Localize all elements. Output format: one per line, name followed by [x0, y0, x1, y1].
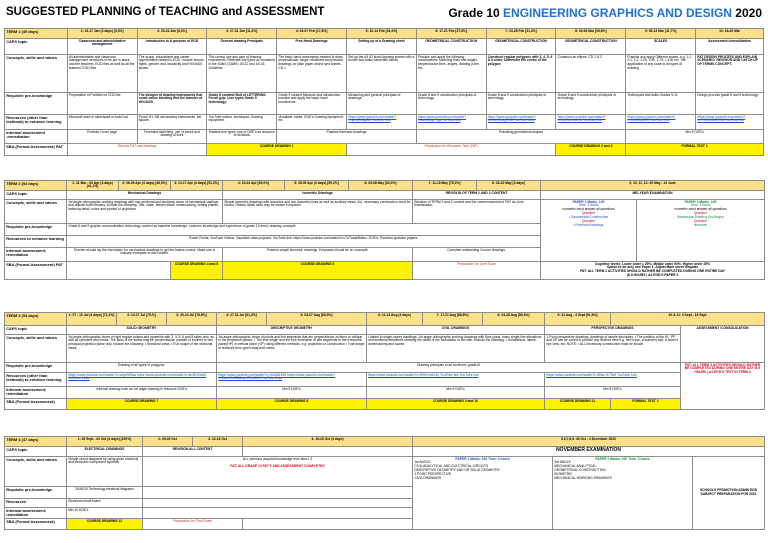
caps-cell: GEOMETRICAL CONSTRUCTION [416, 39, 486, 55]
caps-cell: SCALES [626, 39, 696, 55]
concept-cell: 1-Point perspective drawings, drawings of simple structures. • The position of the HL, PP and SP can be varied to provide any desired view e.g. bird's eye, a mature's eye, a worm's eye view, etc. NOTE: • ALL necessary construction must be shown. [545, 335, 681, 363]
resource-link[interactable]: https://www.youtube.com/watch?v=yuxjRMkgBfk YouTube link [346, 115, 416, 130]
exam-topic: • Freehand drawings [573, 222, 604, 227]
resource-link[interactable]: https://www.youtube.com/watch?v=lBtxLzKTNM YouTube Link [545, 373, 681, 387]
week-cell: 3: 20-24 Jul [78,8%] [167, 313, 217, 326]
term3-table [4, 312, 765, 410]
resource-cell: Pencil 2H, HB set drawing instruments, set square. [137, 115, 207, 130]
term1-resources-row [5, 115, 764, 130]
week-cell: 5: 28-30 Apr (3 days) [59,2%] [285, 181, 349, 191]
resource-cell: Power Points, YouTube Videos, Visualizer data projector. YouTube link: https://www.youtube.com/watch?v=TU7csaMMkcc: DOE's: Previous question papers. [67, 236, 541, 248]
sba-cell: COURSE DRAWING 9 and 10 [367, 399, 545, 410]
week-cell: 4: 19-23 Oct (4 days) [243, 437, 413, 447]
resource-empty [143, 499, 413, 508]
caps-cell: GEOMETRICAL CONSTRUCTION [486, 39, 556, 55]
caps-cell: PERSPECTIVE DRAWINGS [545, 326, 681, 335]
exam-topic: 3rd ANGLE [554, 460, 571, 465]
informal-cell: Practice simple isometric drawings. Emphasis should be on concepts. [223, 248, 413, 262]
informal-cell: Min 10 DOE's [67, 508, 143, 519]
resource-link[interactable]: https://www.youtube.com/watch?v=hUiA5ZMM https://www.youtube.com/watch?v=2WeOMNf6&list=RDioDXd YouTube links [217, 373, 367, 387]
caps-cell: CIVIL DRAWINGS [367, 326, 545, 335]
week-cell: 4: 03-07 Feb [17,8%] [277, 29, 347, 39]
row-label: Resources [5, 499, 67, 508]
year-label: 2020 [731, 6, 762, 20]
exam-question: Question [693, 211, 708, 216]
row-label: CAPS topic [5, 447, 67, 457]
resource-link[interactable]: https://www.youtube.com/watch?v=mlLTwmNcx0s YouTube link [556, 115, 626, 130]
sba-empty [67, 262, 171, 280]
concept-cell: Simple isometric drawings with isometric and non-isometric lines as well as auxiliary views. ALL necessary construction must be shown. Hidden detail must only be shown if required. [223, 200, 413, 224]
week-cell: 1: 15-17 Jan (3 days) [3,3%] [67, 29, 137, 39]
prereq-cell: The designs of drawing instruments that could cause bleeding and the transfer of HIV/AIDS [137, 93, 207, 115]
caps-cell: MID-YEAR EXAMINATION [541, 191, 765, 200]
sba-cell: FORMAL TEST 1 [626, 144, 764, 156]
resource-link[interactable]: https://www.youtube.com/watch?v=YGOc61bCEOA YouTube link [696, 115, 764, 130]
prereq-cell: Drawing principals of all content in grade10 [217, 363, 681, 373]
exam-paper1-title: PAPER 1 Marks: 100 [572, 199, 605, 204]
week-cell: 6: 17-21 Feb [27,8%] [416, 29, 486, 39]
week-cell: 9: 31 Aug - 4 Sept [91,9%] [545, 313, 611, 326]
exam-topic: CIVIL DRAWINGS [414, 475, 442, 480]
sba-empty [243, 519, 413, 530]
term2-table [4, 180, 765, 280]
informal-cell: Complete outstanding Course drawings. [413, 248, 541, 262]
caps-cell: NOVEMBER EXAMINATION [413, 447, 765, 457]
week-cell: 7: 17-21 Aug [86,8%] [423, 313, 483, 326]
caps-empty [243, 447, 413, 457]
exam-topic: ISOMETRIC [554, 472, 573, 477]
option-note: Option to do only one Paper 1. Adjust Mark sheet template [606, 265, 699, 270]
exam-paper2-note: Isometric must answer all questions [674, 207, 727, 212]
sba-cell: COURSE DRAWING 1 [207, 144, 347, 156]
term1-label: TERM 1 (49 days) [5, 29, 68, 39]
week-cell: 1: 31 Mar - 03 Apr (4 days) [41,1%] [67, 181, 119, 191]
sba-cell: FORMAL TEST 2 [611, 399, 681, 410]
cognitive-levels: Cognitive levels: Lower order = 25%; Middle order 50%; Higher order 25% [594, 261, 711, 266]
concept-cell: The scope, educational and career opportunities related to EGD. Include human rights, gender, and inclusivity and HIV/AIDS issues. [137, 55, 207, 93]
term4-week-row [5, 437, 765, 447]
week-cell: 3: 14-17 Apr (4 days) [51,2%] [171, 181, 223, 191]
exam-question: Question [581, 211, 596, 216]
concept-cell: 1st angle orthographic views of points and line segments that are perpendicular, inclined or oblique to the projection planes. • The true length and the true inclination of line segments to the horizontal plane(HP) or vertical plane (VP) using different methods, e.g. projection or construction • True shape of surfaces from given edge/end views. [217, 335, 367, 363]
exam-paper2-cell [637, 200, 765, 262]
caps-cell: Assessment /consolidation [696, 39, 764, 55]
pat-note: PAT: ALL GRADE 10 PAT'S AND ASSESSMENT COMPLETED [230, 464, 325, 469]
row-label: Resources to enhance learning [5, 236, 67, 248]
exam-topic: DESCRIPTIVE GEOMETRY AND OR SOLID GEOMETRY [414, 468, 500, 473]
prereq-cell: Design process grade 8 and 9 technology. [696, 93, 764, 115]
row-label: CAPS topic [5, 326, 67, 335]
caps-cell: GEOMETRICAL CONSTRUCTION [556, 39, 626, 55]
exam-topic: GEOMETRICAL CONSTRUCTION [554, 468, 606, 473]
concept-cell: Simple circuit diagrams by using given electrical and electronic component symbols. [67, 457, 143, 487]
concept-cell: PAT DESIGN PROCESS AND EXPLAIN SCENARIO. REVISION AND CATCH UP OF TERMS CONCEPT. [696, 55, 764, 93]
resource-cell: Visualizer, tablet, DOE's Drawing equipment, etc [277, 115, 347, 130]
informal-cell: Min 8 DOE's [545, 387, 681, 399]
sba-cell: Preparation for Final Exam [143, 519, 243, 530]
sba-cell: Preparation for June Exam [413, 262, 541, 280]
term1-concepts-row [5, 55, 764, 93]
concept-text: ALL previous acquired knowledge from term1-3 [242, 456, 313, 461]
prereq-cell: Grade 8 and 9 construction principals of technology. [556, 93, 626, 115]
week-cell: 4: 27-31 Jul [81,2%] [217, 313, 267, 326]
concept-cell: Practice and apply Different scales, e.g. 1:1, 2:1, 1:2, 1:25, 1:50, 1:75, 1:100 etc. The application of any scale to all types of drawing [626, 55, 696, 93]
term1-prereq-row [5, 93, 764, 115]
week-cell: 6: 05-08 May [63,0%] [349, 181, 413, 191]
page-subtitle [448, 6, 762, 20]
row-label: Informal assessment ;remediation [5, 130, 68, 144]
term1-sba-row [5, 144, 764, 156]
prereq-cell: Grade 8 and 9 construction principals of technology. [486, 93, 556, 115]
concept-cell: Set-up the A4 A3 sized drawing sheets with a border and basic name/title blocks [346, 55, 416, 93]
sba-cell: COURSE DRAWING 7 [67, 399, 217, 410]
sba-cell: COURSE DRAWING 4 and 5 [171, 262, 223, 280]
caps-cell: Introduction to & purpose of EGD [137, 39, 207, 55]
week-cell: 2: 06-09 Apr (4 days) [46,3%] [119, 181, 171, 191]
resource-link[interactable]: https://www.youtube.com/watch?v=ungnMMsa https://www.youtube.com/watch?v=IsvRZZwfd2 YouTube Links [67, 373, 217, 387]
sba-cell: COURSE DRAWING 12 [67, 519, 143, 530]
row-label: SBA (Formal Assessment) [5, 519, 67, 530]
term4-concepts-row [5, 457, 765, 487]
row-label: Concepts, skills and values [5, 200, 67, 224]
caps-cell: ELECTRICAL DRAWINGS [67, 447, 143, 457]
week-cell: 2: 13-17 Jul [75,%] [117, 313, 167, 326]
week-cell: 2: 20-24 Jan [8,3%] [137, 29, 207, 39]
sba-cell: COURSE DRAWING 2 and 3 [556, 144, 626, 156]
prereq-cell: Preparation of Portfolio for EGD file [67, 93, 137, 115]
exam-paper1-note: Isometric must answer all questions [562, 207, 615, 212]
term1-caps-row [5, 39, 764, 55]
concept-cell: The basic hand movements needed to draw perpendicular, single. Multiview and pictorial drawings on plain paper and/or grid sheets. CD 1 [277, 55, 347, 93]
prereq-cell: Grade 8 content/ Bolt of LETTERING. Pencil grip. Line types Grade 9 technology. [207, 93, 277, 115]
caps-cell: REVISION ALL CONTENT [143, 447, 243, 457]
term1-table [4, 28, 764, 156]
row-label: Requisite pre-knowledge [5, 93, 68, 115]
pat-note: PAT: ALL TERM 2 ACTIVITIES SHOULD RATHER BE COMPLETED DURING ONE ENTIRE DAY [580, 269, 725, 274]
week-cell: 4: 20-24 Apr [55,9%] [223, 181, 285, 191]
week-cell: 1: 29 Sept - 02 Oct (4 days) [100%] [67, 437, 143, 447]
row-label: Resources (other than textbook) to enhance learning [5, 115, 68, 130]
week-cell: 7: 11-15 May [75,2%] [413, 181, 477, 191]
exam-topic: MECHANICAL WORKING DRAWINGS [554, 475, 612, 480]
exam-paper2-cell [553, 457, 693, 530]
informal-cell: Practice freehand drawings [277, 130, 417, 144]
row-label: Requisite pre-knowledge [5, 487, 67, 499]
term3-prereq-row [5, 363, 765, 373]
prereq-cell: Drawing of all types of polygons. [67, 363, 217, 373]
exam-summary-cell [541, 262, 765, 280]
informal-cell: Min 5 DOE's [217, 387, 367, 399]
exam-topic: 1st ANGLE [414, 460, 431, 465]
row-label: SBA (Formal Assessment) PAT [5, 262, 67, 280]
week-cell: 8: 18-22 May [4 days] [477, 181, 541, 191]
term1-week-row [5, 29, 764, 39]
exam-topic: CIVIL ANALYTICAL AND ELECTRICAL CIRCUITS [414, 464, 489, 469]
concept-cell: Construct regular polygons with 3, 4, 5, 6 & 8 sides. Determine the centre of the polygon [486, 55, 556, 93]
informal-cell: Practice line types, use of DOE's as resource or textbook [207, 130, 277, 144]
week-cell: 3: 27-31 Jan [11,3%] [207, 29, 277, 39]
term3-week-row [5, 313, 765, 326]
prereq-cell: SANS10 Technology electrical diagrams [67, 487, 143, 499]
concept-cell: Practice and apply the following constructions: bisecting lines and angles, perpendicular lines, angles, dividing a line, etc. [416, 55, 486, 93]
row-label: Concepts, skills and values [5, 335, 67, 363]
concept-cell: Limited to single-storey dwellings. 1st angle orthographic working drawings with floor plans, basic single-line elevations and sectional elevations showing the detail of the foundation to the slab. Include the following: • Annotations, labels, dimensioning and scales [367, 335, 545, 363]
exam-paper2-time: Time: 3 Hours [690, 203, 711, 208]
week-cell: 8: 24-28 Aug [89,3%] [483, 313, 545, 326]
week-cell: 5,6,7,8,9: 26 Oct - 4 December 2020 [413, 437, 765, 447]
sba-cell: Discuss PAT and drawings [67, 144, 207, 156]
resource-cell: Electrical circuit board [67, 499, 143, 508]
caps-cell: REVISION OF TERM 1 AND 2 CONTENT [413, 191, 541, 200]
week-cell: 9: 09-13 Mar [41,7%] [626, 29, 696, 39]
row-label: Requisite pre-knowledge [5, 363, 67, 373]
resource-link[interactable]: https://www.youtube.com/watch?v=lavBIUgeYgg YouTube link [416, 115, 486, 130]
term3-sba-row [5, 399, 765, 410]
informal-cell: Teacher should lay the foundation for mechanical drawings to get the basics correct. Make use of industry examples to link content. [67, 248, 223, 262]
concept-cell: Revision of TERM 1 and 2 content and the commencement of PAT as June Examination [413, 200, 541, 224]
caps-cell: Setting up of a Drawing sheet [346, 39, 416, 55]
term2-sba-row [5, 262, 765, 280]
prereq-cell: Grade 9 content Measure and introduction, practice and apply the basic hand movements [277, 93, 347, 115]
informal-cell: Practicing geometrical shapes [416, 130, 625, 144]
caps-cell: General drawing Principals [207, 39, 277, 55]
caps-cell: ASSESSMENT /CONSOLIDATION [681, 326, 765, 363]
week-cell: 10: 16-20 Mar [696, 29, 764, 39]
row-label: SBA (Formal Assessment) [5, 399, 67, 410]
resource-link[interactable]: https://www.youtube.com/watch?v=Jmfl2fsQfGE YouTube link [626, 115, 696, 130]
concept-cell [143, 457, 413, 487]
term3-concepts-row [5, 335, 765, 363]
term3-label: TERM 3 (54 days) [5, 313, 67, 326]
informal-empty [143, 508, 413, 519]
prereq-cell: Techniques and skills Grades 9-11 [626, 93, 696, 115]
sba-cell: COURSE DRAWING 8 [217, 399, 367, 410]
concept-cell: Construct an ellipse. CD 2 & 3 [556, 55, 626, 93]
exam-paper2-title: PAPER 2 Marks: 100 [684, 199, 717, 204]
week-cell: 1: 07 - 10 Jul (4 days) [72,1%] [67, 313, 117, 326]
row-label: Concepts, skills and values [5, 55, 68, 93]
exam-topic: MECHANICAL ANALYTICAL [554, 464, 597, 469]
exam-question: Question [693, 218, 708, 223]
term2-concepts-row [5, 200, 765, 224]
informal-cell: Min 5 DOE's [626, 130, 764, 144]
exam-topic: • Geometrical Construction [568, 215, 609, 220]
caps-cell: Isometric Drawings [223, 191, 413, 200]
resource-link[interactable]: https://www.youtube.com/watch?v=rJwHEsLgGJM YouTube links [486, 115, 556, 130]
row-label: Informal assessment; remediation [5, 387, 67, 399]
exam-paper1-title: PAPER 1 Marks: 100 Time: 3 hours [455, 456, 510, 461]
week-cell: 8: 02-06 Mar [35,8%] [556, 29, 626, 39]
page-title: SUGGESTED PLANNING of TEACHING and ASSESSMENT [6, 6, 325, 18]
prereq-empty [143, 487, 413, 499]
resource-cell: YouTube videos, sketchpad, Drawing equipment. [207, 115, 277, 130]
concept-cell: The correct use and care of drawing instruments. Relevant line types as contained in the SANS (SABS) 10111 and 10143 Guideline. [207, 55, 277, 93]
prereq-cell: Measuring and general principals of drawings. [346, 93, 416, 115]
informal-cell: Portfolio Cover page [67, 130, 137, 144]
exam-paper1-cell [413, 457, 553, 530]
grade-label: Grade 10 [448, 6, 504, 20]
term4-caps-row [5, 447, 765, 457]
caps-cell: DESCRIPTIVE GEOMETRY [217, 326, 367, 335]
term1-informal-row [5, 130, 764, 144]
row-label: CAPS topic [5, 191, 67, 200]
informal-cell: Freehand sketching, use of pencil and drawing of lines [137, 130, 207, 144]
exam-topic: 1 POINT PERSPECTIVE [414, 472, 451, 477]
row-label: Concepts, skills and values [5, 457, 67, 487]
week-cell: 2: 05-09 Oct [143, 437, 193, 447]
caps-cell: Classroom and administrative management [67, 39, 137, 55]
week-cell: 7: 24-28 Feb [31,3%] [486, 29, 556, 39]
exam-topic: Isometric [693, 222, 708, 227]
term3-resources-row [5, 373, 765, 387]
sba-cell: Preparation for Research Task (PAT) [346, 144, 555, 156]
schools-cell: SCHOOLS PROMOTION ADMIN EGD SUBJECT PREPARATION FOR 2021 [693, 457, 765, 530]
row-label: CAPS topic [5, 39, 68, 55]
row-label: Informal assessment; remediation [5, 508, 67, 519]
exam-paper1-time: Time: 3 Hours [578, 203, 599, 208]
caps-cell: Free-Hand Drawings [277, 39, 347, 55]
week-cell: 5: 03-07 Aug [83,9%] [267, 313, 367, 326]
page-header [6, 6, 762, 24]
week-cell: 10 & 11: 4 Sept - 18 Sept [611, 313, 765, 326]
pat-hours: (8-9 HOURS | A4 EGD'S PAPER 3 [626, 273, 679, 278]
prereq-cell: Grade 8 and 9 graphic communication technology content as baseline knowledge. Learners knowledge and experience of grade 10 term1 drawing concepts. [67, 224, 541, 236]
term2-label: TERM 2 (54 days) [5, 181, 67, 191]
week-cell: 9, 10, 11, 12: 20 May - 13 June [541, 181, 765, 191]
row-label: SBA (Formal Assessment) PAT [5, 144, 68, 156]
term4-label: TERM 4 (47 days) [5, 437, 67, 447]
informal-cell: Informal drawing such as 1st angle drawing in resource DOE's [67, 387, 217, 399]
resource-cell: Microsoft word or sketchpad or AutoCad. [67, 115, 137, 130]
term3-caps-row [5, 326, 765, 335]
informal-cell: Min 9 DOE's [367, 387, 545, 399]
concept-cell: All administrative and classroom management structures to be put in place and the teachers. EGD files as well as all the learners' EGD files [67, 55, 137, 93]
term2-caps-row [5, 191, 765, 200]
term2-week-row [5, 181, 765, 191]
caps-cell: SOLID GEOMETRY [67, 326, 217, 335]
term4-table [4, 436, 765, 530]
term3-informal-row [5, 387, 765, 399]
pat-note-cell: PAT: ALL TERM 3 ACTIVITIES SHOULD RATHER BE COMPLETED DURING ONE ENTIRE DAY (8-9 HOURS | A4 EGD'S TEST IN TERM 3 [681, 363, 765, 410]
exam-topic: Mechanical Drawing (3rd Angle) [677, 215, 724, 220]
week-cell: 3: 12-16 Oct [193, 437, 243, 447]
exam-paper2-title: PAPER 2 Marks: 100 Time: 3 hours [595, 456, 650, 461]
concept-cell: 1st angle orthographic views of right regular prisms and pyramids with 3, 4, 5, 6 and 8 sides only, as well as cylinders and cones. The axes of the solids may be perpendicular, parallel or inclined to one principal projection plane only. Include the following: • Sectional views • True shape of the sectional views. [67, 335, 217, 363]
exam-question: Question [581, 218, 596, 223]
resource-link[interactable]: https://www.youtube.com/watch?v=RWYrwxlGlQ YouTube link YouTube link [367, 373, 545, 387]
sba-cell: COURSE DRAWING 11 [545, 399, 611, 410]
week-cell: 6: 11-14 Aug (4 days) [367, 313, 423, 326]
sba-cell: COURSE DRAWING 6 [223, 262, 413, 280]
row-label: Informal assessment; remediation [5, 248, 67, 262]
exam-paper1-cell [541, 200, 637, 262]
subject-label: ENGINEERING GRAPHICS AND DESIGN [503, 6, 732, 20]
prereq-cell: Grade 8 and 9 construction principals of technology. [416, 93, 486, 115]
row-label: Resources (other than textbook) to enhance learning [5, 373, 67, 387]
row-label: Requisite pre-knowledge [5, 224, 67, 236]
week-cell: 5: 10-14 Feb [24,4%] [346, 29, 416, 39]
caps-cell: Mechanical Drawings [67, 191, 223, 200]
concept-cell: 1st angle orthographic working drawings with non-sectional and sectional views of mechanical castings and objects from industry. Include the following: Title, scale, hidden detail, dimensioning, cutting planes, hatching detail, notes and symbol of projection. [67, 200, 223, 224]
